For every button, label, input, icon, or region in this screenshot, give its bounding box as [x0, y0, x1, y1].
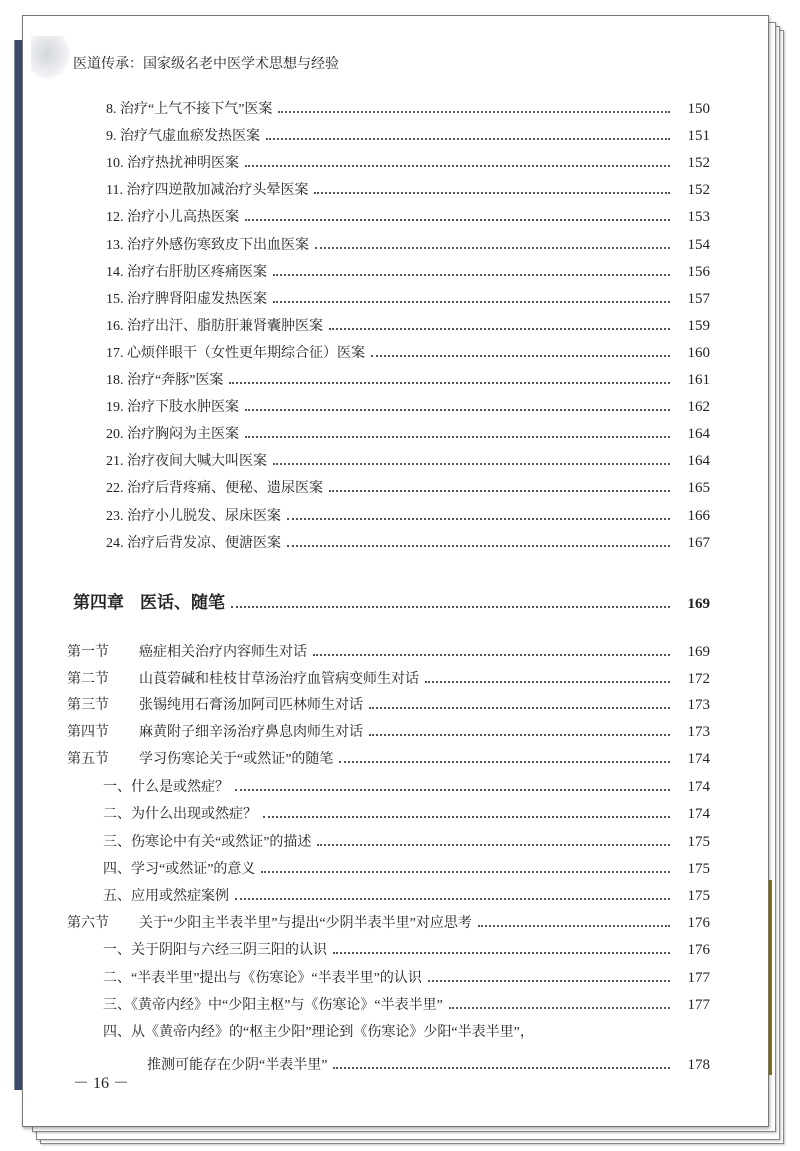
toc-entry[interactable]: [67, 668, 710, 688]
entry-page-number: 161: [687, 372, 710, 388]
toc-entry[interactable]: [103, 939, 710, 959]
dot-leader: [478, 925, 670, 927]
entry-page-number: 151: [687, 128, 710, 145]
toc-entry[interactable]: [67, 694, 710, 714]
dot-leader: [235, 898, 670, 900]
toc-entry[interactable]: [106, 505, 710, 525]
dot-leader: [235, 789, 670, 791]
entry-title: 14. 治疗右肝肋区疼痛医案: [106, 264, 267, 280]
entry-title: 8. 治疗“上气不接下气”医案: [106, 102, 273, 117]
toc-entry[interactable]: [103, 1021, 710, 1041]
entry-title: 10. 治疗热扰神明医案: [106, 156, 239, 172]
entry-title: 关于“少阳主半表半里”与提出“少阴半表半里”对应思考: [139, 916, 472, 931]
section-label: 第四节: [67, 725, 109, 740]
toc-entry[interactable]: [106, 98, 710, 118]
toc-entry[interactable]: [106, 396, 710, 416]
document-page: [22, 15, 769, 1127]
toc-entry[interactable]: [103, 858, 710, 878]
entry-title: 17. 心烦伴眼干（女性更年期综合征）医案: [106, 345, 365, 361]
dot-leader: [313, 654, 670, 656]
toc-entry[interactable]: [106, 179, 710, 199]
toc-entry[interactable]: [67, 912, 710, 932]
entry-page-number: 175: [687, 888, 710, 904]
dot-leader: [245, 436, 670, 438]
entry-title: 20. 治疗胸闷为主医案: [106, 427, 239, 443]
entry-page-number: 164: [687, 426, 710, 443]
dot-leader: [315, 247, 670, 249]
entry-page-number: 176: [687, 942, 710, 958]
toc-entry[interactable]: [67, 721, 710, 741]
entry-title: 癌症相关治疗内容师生对话: [139, 645, 307, 660]
dot-leader: [369, 734, 670, 736]
entry-page-number: 154: [687, 236, 710, 253]
page-number: － 16 －: [73, 1075, 130, 1092]
toc-entry[interactable]: [67, 641, 710, 661]
entry-title: 13. 治疗外感伤寒致皮下出血医案: [106, 237, 309, 253]
entry-title: 一、关于阴阳与六经三阴三阳的认识: [103, 943, 327, 958]
entry-page-number: 162: [687, 399, 710, 416]
dot-leader: [369, 707, 670, 709]
toc-entry[interactable]: [106, 288, 710, 308]
dot-leader: [273, 301, 670, 303]
entry-page-number: 169: [687, 596, 710, 612]
entry-title: 12. 治疗小儿高热医案: [106, 210, 239, 226]
entry-page-number: 175: [687, 834, 710, 850]
toc-entry[interactable]: [103, 776, 710, 796]
entry-title: 19. 治疗下肢水肿医案: [106, 400, 239, 416]
dot-leader: [273, 463, 670, 465]
entry-title: 张锡纯用石膏汤加阿司匹林师生对话: [139, 698, 363, 713]
section-label: 第一节: [67, 645, 109, 660]
toc-entry[interactable]: [106, 369, 710, 389]
entry-title: 16. 治疗出汗、脂肪肝兼肾囊肿医案: [106, 318, 323, 334]
toc-entry[interactable]: [106, 423, 710, 443]
entry-title: 11. 治疗四逆散加减治疗头晕医案: [106, 183, 309, 199]
entry-title: 18. 治疗“奔豚”医案: [106, 373, 224, 388]
entry-title-line2: 推测可能存在少阴“半表半里”: [147, 1058, 328, 1073]
entry-page-number: 157: [687, 290, 710, 307]
toc-entry[interactable]: [106, 261, 710, 281]
entry-page-number: 167: [687, 534, 710, 551]
entry-page-number: 177: [687, 997, 710, 1013]
dot-leader: [263, 816, 670, 818]
entry-page-number: 156: [687, 263, 710, 280]
toc-entry[interactable]: [106, 234, 710, 254]
section-label: 第二节: [67, 672, 109, 687]
section-label: 第五节: [67, 752, 109, 767]
dot-leader: [273, 274, 670, 276]
dot-leader: [329, 328, 670, 330]
dot-leader: [261, 871, 670, 873]
entry-page-number: 173: [687, 724, 710, 740]
entry-title: 四、学习“或然证”的意义: [103, 862, 256, 877]
dot-leader: [278, 111, 670, 113]
toc-entry[interactable]: [103, 803, 710, 823]
dot-leader: [314, 192, 670, 194]
entry-title: 五、应用或然症案例: [103, 889, 229, 904]
logo-icon: [31, 36, 71, 80]
section-label: 第三节: [67, 698, 109, 713]
toc-entry[interactable]: [103, 885, 710, 905]
entry-page-number: 176: [687, 915, 710, 931]
entry-page-number: 174: [687, 751, 710, 767]
toc-entry[interactable]: [106, 206, 710, 226]
dot-leader: [229, 382, 670, 384]
entry-page-number: 178: [687, 1057, 710, 1073]
entry-title: 学习伤寒论关于“或然证”的随笔: [139, 752, 334, 767]
dot-leader: [333, 1067, 670, 1069]
entry-page-number: 159: [687, 317, 710, 334]
dot-leader: [266, 138, 670, 140]
entry-title: 麻黄附子细辛汤治疗鼻息肉师生对话: [139, 725, 363, 740]
toc-entry[interactable]: [106, 342, 710, 362]
entry-title: 9. 治疗气虚血瘀发热医案: [106, 129, 260, 145]
entry-title: 24. 治疗后背发凉、便溏医案: [106, 535, 281, 551]
entry-page-number: 166: [687, 507, 710, 524]
entry-page-number: 164: [687, 453, 710, 470]
entry-page-number: 173: [687, 697, 710, 713]
entry-page-number: 152: [687, 182, 710, 199]
entry-title: 15. 治疗脾肾阳虚发热医案: [106, 291, 267, 307]
entry-title: 二、“半表半里”提出与《伤寒论》“半表半里”的认识: [103, 971, 422, 986]
toc-entry[interactable]: [67, 748, 710, 768]
entry-page-number: 150: [687, 101, 710, 117]
toc-entry[interactable]: [103, 994, 710, 1014]
dot-leader: [428, 980, 670, 982]
entry-page-number: 174: [687, 779, 710, 795]
entry-title: 23. 治疗小儿脱发、尿床医案: [106, 508, 281, 524]
toc-entry[interactable]: [106, 532, 710, 552]
dot-leader: [245, 219, 670, 221]
toc-entry[interactable]: [103, 831, 710, 851]
entry-page-number: 160: [687, 344, 710, 361]
entry-title: 四、从《黄帝内经》的“枢主少阳”理论到《伤寒论》少阳“半表半里”，: [103, 1025, 534, 1040]
dot-leader: [245, 409, 670, 411]
dot-leader: [371, 355, 670, 357]
entry-title: 22. 治疗后背疼痛、便秘、遗尿医案: [106, 481, 323, 497]
entry-page-number: 172: [687, 671, 710, 687]
entry-title: 二、为什么出现或然症？: [103, 807, 257, 822]
entry-page-number: 169: [687, 644, 710, 660]
dot-leader: [317, 844, 670, 846]
dot-leader: [339, 761, 670, 763]
entry-page-number: 175: [687, 861, 710, 877]
entry-title: 山莨菪碱和桂枝甘草汤治疗血管病变师生对话: [139, 672, 419, 687]
toc-entry[interactable]: [106, 477, 710, 497]
section-label: 第六节: [67, 916, 109, 931]
chapter-label: 第四章: [73, 593, 124, 612]
dot-leader: [245, 165, 670, 167]
toc-entry[interactable]: [106, 450, 710, 470]
dot-leader: [231, 606, 670, 608]
dot-leader: [329, 490, 670, 492]
dot-leader: [333, 952, 670, 954]
chapter-title: 医话、随笔: [140, 593, 225, 612]
entry-page-number: 177: [687, 970, 710, 986]
entry-page-number: 174: [687, 806, 710, 822]
entry-title: 三、伤寒论中有关“或然证”的描述: [103, 835, 312, 850]
toc-entry[interactable]: [106, 125, 710, 145]
dot-leader: [449, 1007, 670, 1009]
entry-title: 21. 治疗夜间大喊大叫医案: [106, 454, 267, 470]
dot-leader: [287, 518, 670, 520]
entry-title: 三、《黄帝内经》中“少阳主枢”与《伤寒论》“半表半里”: [103, 998, 443, 1013]
dot-leader: [425, 681, 670, 683]
toc-entry[interactable]: [106, 315, 710, 335]
toc-entry-continued[interactable]: [147, 1054, 710, 1074]
toc-entry[interactable]: [106, 152, 710, 172]
toc-entry[interactable]: [73, 588, 710, 613]
entry-page-number: 165: [687, 480, 710, 497]
dot-leader: [287, 545, 670, 547]
running-header: 医道传承：国家级名老中医学术思想与经验: [73, 57, 339, 72]
toc-entry[interactable]: [103, 967, 710, 987]
entry-page-number: 153: [687, 209, 710, 226]
entry-title: 一、什么是或然症？: [103, 780, 229, 795]
entry-page-number: 152: [687, 155, 710, 172]
